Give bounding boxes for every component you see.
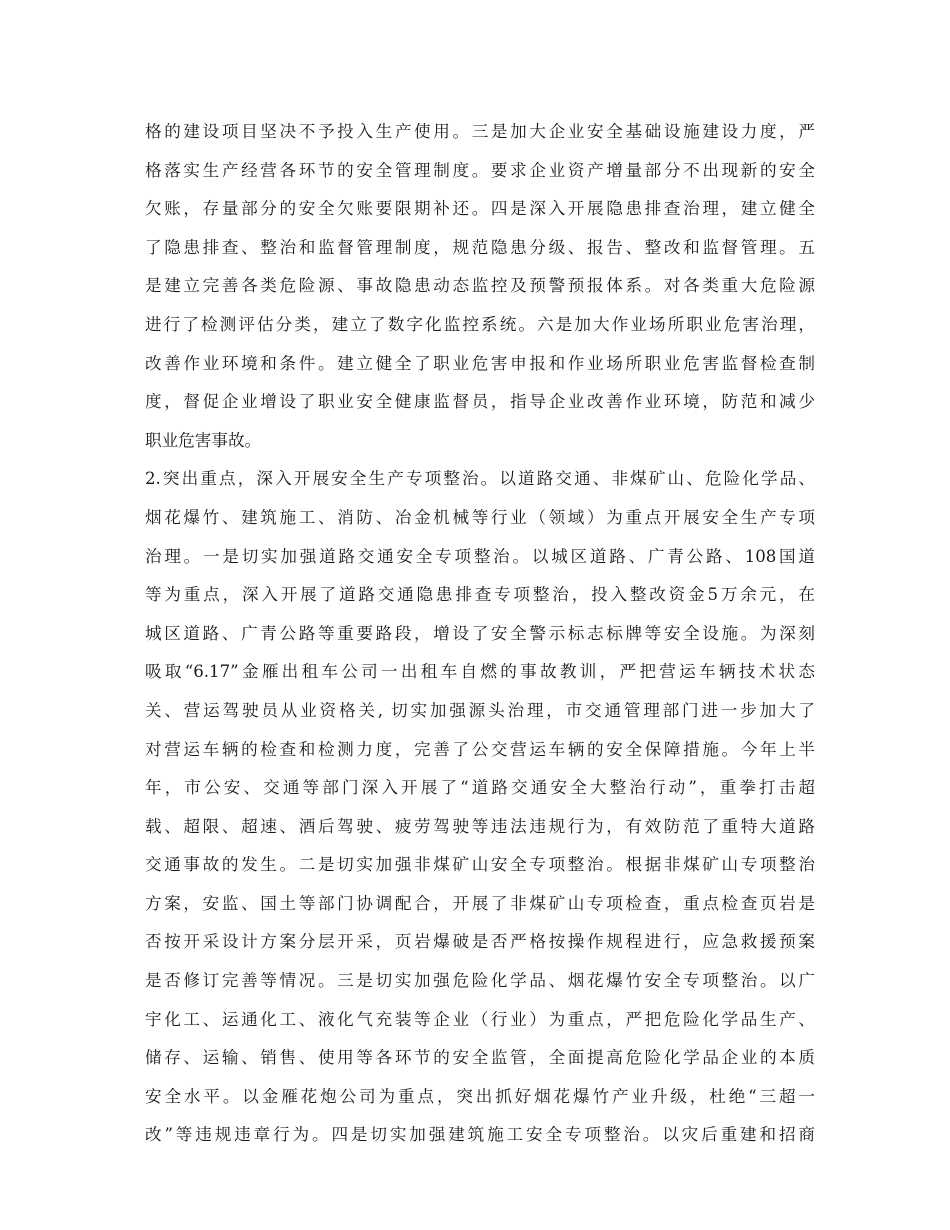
text-line: 等为重点，深入开展了道路交通隐患排查专项整治，投入整改资金5万余元，在 (145, 585, 815, 605)
text-line: 改善作业环境和条件。建立健全了职业危害申报和作业场所职业危害监督检查制 (145, 353, 815, 373)
text-line: 宇化工、运通化工、液化气充装等企业（行业）为重点，严把危险化学品生产、 (145, 1009, 815, 1029)
text-line: 安全水平。以金雁花炮公司为重点，突出抓好烟花爆竹产业升级，杜绝“三超一 (145, 1086, 815, 1106)
text-line: 格的建设项目坚决不予投入生产使用。三是加大企业安全基础设施建设力度，严 (145, 122, 815, 141)
text-line: 年，市公安、交通等部门深入开展了“道路交通安全大整治行动”，重拳打击超 (145, 778, 815, 798)
text-line: 格落实生产经营各环节的安全管理制度。要求企业资产增量部分不出现新的安全 (145, 160, 815, 180)
text-line: 否按开采设计方案分层开采，页岩爆破是否严格按操作规程进行，应急救援预案 (145, 932, 815, 952)
text-line: 2.突出重点，深入开展安全生产专项整治。以道路交通、非煤矿山、危险化学品、 (145, 469, 815, 489)
text-line: 方案，安监、国土等部门协调配合，开展了非煤矿山专项检查，重点检查页岩是 (145, 893, 815, 913)
text-line: 城区道路、广青公路等重要路段，增设了安全警示标志标牌等安全设施。为深刻 (145, 623, 815, 643)
text-line: 关、营运驾驶员从业资格关, 切实加强源头治理，市交通管理部门进一步加大了 (145, 700, 815, 720)
text-line: 度，督促企业增设了职业安全健康监督员，指导企业改善作业环境，防范和减少 (145, 392, 815, 412)
text-line: 储存、运输、销售、使用等各环节的安全监管，全面提高危险化学品企业的本质 (145, 1048, 815, 1068)
text-line: 载、超限、超速、酒后驾驶、疲劳驾驶等违法违规行为，有效防范了重特大道路 (145, 816, 815, 836)
text-line: 吸取“6.17”金雁出租车公司一出租车自燃的事故教训，严把营运车辆技术状态 (145, 662, 815, 682)
text-line: 改”等违规违章行为。四是切实加强建筑施工安全专项整治。以灾后重建和招商 (145, 1125, 815, 1145)
text-line: 职业危害事故。 (145, 430, 262, 450)
text-line: 了隐患排查、整治和监督管理制度，规范隐患分级、报告、整改和监督管理。五 (145, 237, 815, 257)
text-line: 是建立完善各类危险源、事故隐患动态监控及预警预报体系。对各类重大危险源 (145, 276, 815, 296)
text-line: 进行了检测评估分类，建立了数字化监控系统。六是加大作业场所职业危害治理， (145, 314, 815, 334)
document-body (145, 113, 815, 1155)
text-line: 是否修订完善等情况。三是切实加强危险化学品、烟花爆竹安全专项整治。以广 (145, 971, 815, 991)
text-line: 治理。一是切实加强道路交通安全专项整治。以城区道路、广青公路、108国道 (145, 546, 815, 566)
text-line: 欠账，存量部分的安全欠账要限期补还。四是深入开展隐患排查治理，建立健全 (145, 199, 815, 219)
text-line: 烟花爆竹、建筑施工、消防、冶金机械等行业（领域）为重点开展安全生产专项 (145, 507, 815, 527)
text-line: 交通事故的发生。二是切实加强非煤矿山安全专项整治。根据非煤矿山专项整治 (145, 855, 815, 875)
text-line: 对营运车辆的检查和检测力度，完善了公交营运车辆的安全保障措施。今年上半 (145, 739, 815, 759)
